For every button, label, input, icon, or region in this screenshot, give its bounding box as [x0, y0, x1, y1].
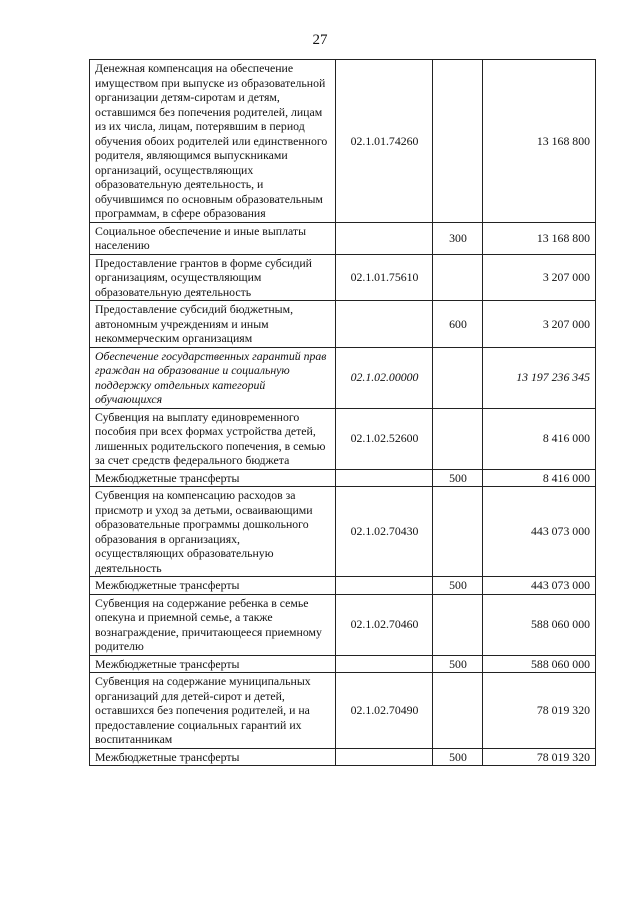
row-kvr: 600 — [433, 301, 483, 348]
row-amount: 443 073 000 — [483, 577, 596, 595]
row-kvr: 300 — [433, 222, 483, 254]
table-row — [90, 487, 596, 577]
row-code — [336, 222, 433, 254]
row-code: 02.1.01.75610 — [336, 254, 433, 301]
page-number: 27 — [312, 32, 328, 48]
row-kvr: 500 — [433, 577, 483, 595]
row-name: Межбюджетные трансферты — [90, 748, 336, 766]
row-name: Межбюджетные трансферты — [90, 469, 336, 487]
row-code — [336, 748, 433, 766]
row-code: 02.1.02.00000 — [336, 347, 433, 408]
table-row — [90, 222, 596, 254]
row-name: Социальное обеспечение и иные выплаты населению — [90, 222, 336, 254]
row-amount: 3 207 000 — [483, 301, 596, 348]
row-amount: 443 073 000 — [483, 487, 596, 577]
row-name: Предоставление грантов в форме субсидий организациям, осуществляющим образовательную деятельность — [90, 254, 336, 301]
row-amount: 588 060 000 — [483, 594, 596, 655]
row-code — [336, 655, 433, 673]
row-amount: 588 060 000 — [483, 655, 596, 673]
row-name: Межбюджетные трансферты — [90, 655, 336, 673]
row-amount: 8 416 000 — [483, 469, 596, 487]
row-kvr — [433, 60, 483, 223]
row-amount: 78 019 320 — [483, 748, 596, 766]
row-kvr: 500 — [433, 748, 483, 766]
table-row — [90, 301, 596, 348]
row-code — [336, 469, 433, 487]
row-name: Субвенция на содержание ребенка в семье опекуна и приемной семье, а также вознаграждение, причитающееся приемному родителю — [90, 594, 336, 655]
row-amount: 13 168 800 — [483, 222, 596, 254]
row-kvr: 500 — [433, 469, 483, 487]
row-kvr — [433, 347, 483, 408]
row-code — [336, 301, 433, 348]
row-amount: 8 416 000 — [483, 408, 596, 469]
row-amount: 78 019 320 — [483, 673, 596, 749]
row-name: Субвенция на компенсацию расходов за присмотр и уход за детьми, осваивающими образовательные программы дошкольного образования в организациях, осуществляющих образовательную деятельность — [90, 487, 336, 577]
row-name: Предоставление субсидий бюджетным, автономным учреждениям и иным некоммерческим организациям — [90, 301, 336, 348]
row-amount: 13 168 800 — [483, 60, 596, 223]
row-code: 02.1.02.70490 — [336, 673, 433, 749]
row-kvr — [433, 254, 483, 301]
row-code: 02.1.01.74260 — [336, 60, 433, 223]
row-code — [336, 577, 433, 595]
row-kvr: 500 — [433, 655, 483, 673]
row-kvr — [433, 408, 483, 469]
table-row — [90, 469, 596, 487]
table-row — [90, 748, 596, 766]
table-row — [90, 408, 596, 469]
table-row — [90, 60, 596, 223]
row-name: Субвенция на содержание муниципальных организаций для детей-сирот и детей, оставшихся без попечения родителей, и на предоставление социальных гарантий их воспитанникам — [90, 673, 336, 749]
table-row — [90, 673, 596, 749]
row-amount: 3 207 000 — [483, 254, 596, 301]
row-name: Денежная компенсация на обеспечение имуществом при выпуске из образовательной организации детям-сиротам и детям, оставшимся без попечения родителей, лицам из их числа, лицам, потерявшим в период обучения обоих родителей или единственного родителя, являющимся выпускниками организаций, осуществляющих образовательную деятельность, и обучившимся по основным образовательным программам, в сфере образования — [90, 60, 336, 223]
table-row — [90, 655, 596, 673]
row-kvr — [433, 594, 483, 655]
row-code: 02.1.02.52600 — [336, 408, 433, 469]
table-row-section — [90, 347, 596, 408]
budget-table — [89, 59, 596, 766]
table-row — [90, 254, 596, 301]
row-amount: 13 197 236 345 — [483, 347, 596, 408]
row-name: Обеспечение государственных гарантий прав граждан на образование и социальную поддержку отдельных категорий обучающихся — [90, 347, 336, 408]
table-row — [90, 594, 596, 655]
row-kvr — [433, 673, 483, 749]
row-code: 02.1.02.70430 — [336, 487, 433, 577]
row-name: Межбюджетные трансферты — [90, 577, 336, 595]
table-row — [90, 577, 596, 595]
row-code: 02.1.02.70460 — [336, 594, 433, 655]
row-name: Субвенция на выплату единовременного пособия при всех формах устройства детей, лишенных родительского попечения, в семью за счет средств федерального бюджета — [90, 408, 336, 469]
row-kvr — [433, 487, 483, 577]
